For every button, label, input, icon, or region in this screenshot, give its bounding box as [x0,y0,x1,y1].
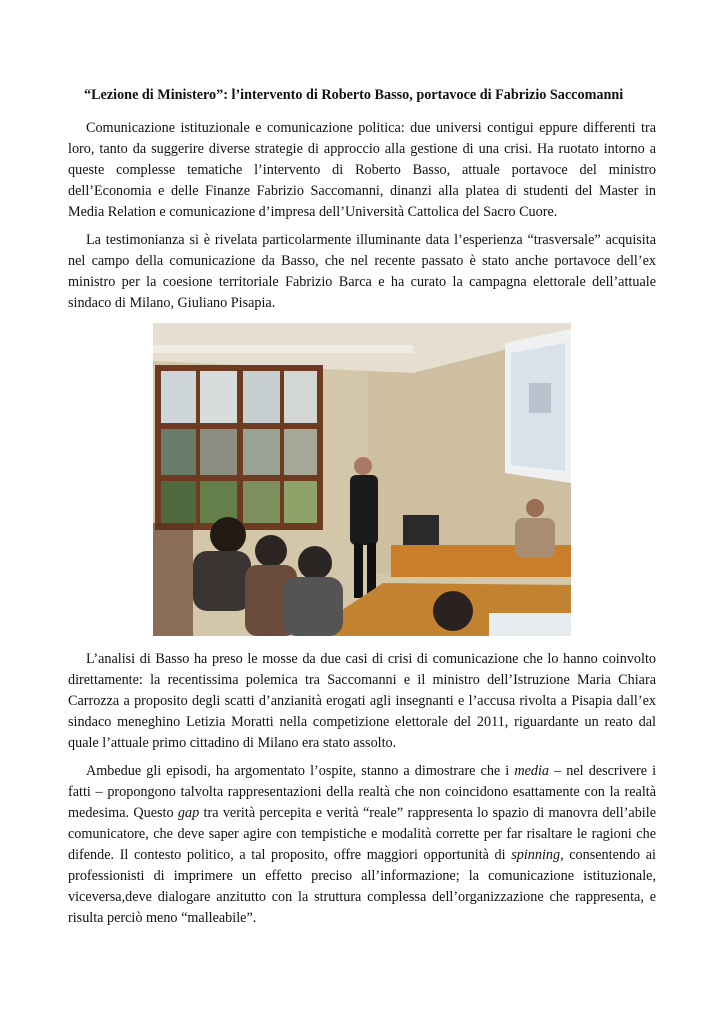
paragraph-4-text-4: , consentendo ai professionisti di imprimere un effetto preciso all’informazione; la comunicazione istituzionale, viceversa,deve dialogare anzitutto con la struttura complessa dell’organizzazione che rappresenta, e risulta perciò meno “malleabile”. [68,847,656,926]
paragraph-1: Comunicazione istituzionale e comunicazione politica: due universi contigui eppure differenti tra loro, tanto da suggerire diverse strategie di approccio alla gestione di una crisi. Ha ruotato intorno a queste complesse tematiche l’intervento di Roberto Basso, attuale portavoce del ministro dell’Economia e delle Finanze Fabrizio Saccomanni, dinanzi alla platea di studenti del Master in Media Relation e comunicazione d’impresa dell’Università Cattolica del Sacro Cuore. [68,120,656,220]
classroom-lecture-photo [153,323,571,636]
paragraph-4 [68,761,656,929]
paragraph-4-text-2: – nel descrivere i fatti – propongono talvolta rappresentazioni della realtà che non coincidono esattamente con la realtà medesima. Questo [68,763,657,821]
paragraph-3: L’analisi di Basso ha preso le mosse da due casi di crisi di comunicazione che lo hanno coinvolto direttamente: la recentissima polemica tra Saccomanni e il ministro dell’Istruzione Maria Chiara Carrozza a proposito degli scatti d’anzianità erogati agli insegnanti e l’accusa rivolta a Pisapia dall’ex sindaco meneghino Letizia Moratti nella competizione elettorale del 2011, riguardante un reato dal quale l’attuale primo cittadino di Milano era stato assolto. [68,651,656,751]
paragraph-4-italic-spinning: spinning [511,847,561,863]
paragraph-4-text-1: Ambedue gli episodi, ha argomentato l’ospite, stanno a dimostrare che i [86,763,515,779]
paragraph-4-italic-gap: gap [177,805,200,821]
article-title: “Lezione di Ministero”: l’intervento di Roberto Basso, portavoce di Fabrizio Saccomanni [84,87,624,103]
paragraph-4-text-3: tra verità percepita e verità “reale” rappresenta lo spazio di manovra dell’abile comunicatore, che deve saper agire con tempistiche e modalità corrette per far risaltare le ragioni che difende. Il contesto politico, a tal proposito, offre maggiori opportunità di [68,805,656,863]
paragraph-4-italic-media: media [514,763,550,779]
paragraph-2: La testimonianza si è rivelata particolarmente illuminante data l’esperienza “trasversale” acquisita nel campo della comunicazione da Basso, che nel recente passato è stato anche portavoce dell’ex ministro per la coesione territoriale Fabrizio Barca e ha curato la campagna elettorale dell’attuale sindaco di Milano, Giuliano Pisapia. [68,232,656,311]
